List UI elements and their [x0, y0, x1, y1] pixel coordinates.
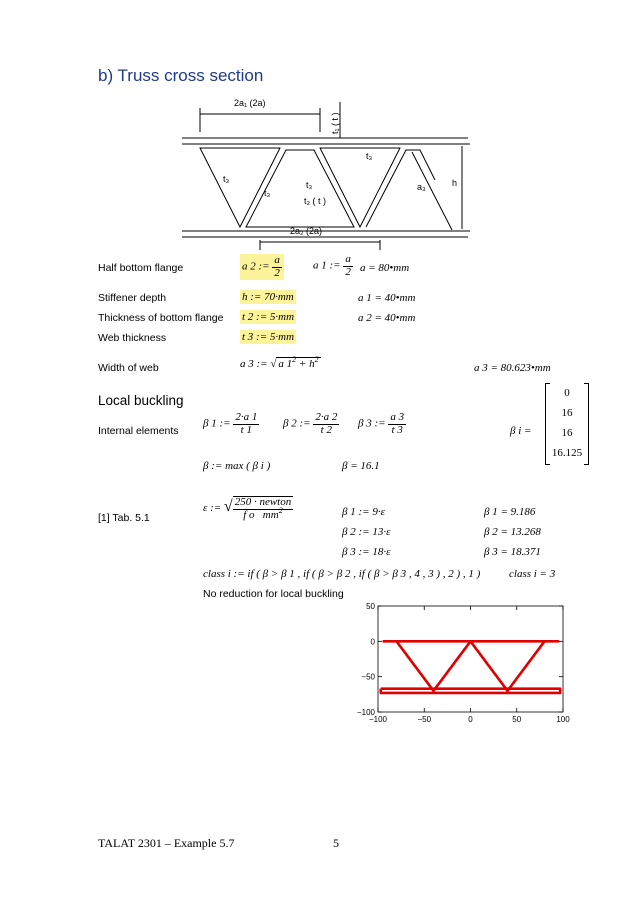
plot-frame	[378, 606, 563, 712]
result-beta1-limit: β 1 = 9.186	[484, 506, 536, 518]
result-a: a = 80•mm	[360, 262, 410, 274]
figure-label-t3-d: t₃	[306, 180, 313, 190]
label-tab-5-1: [1] Tab. 5.1	[98, 512, 150, 524]
def-a1: a 1 := $\frac{a}{2}$	[313, 253, 351, 278]
y-tick-label: 0	[370, 637, 375, 647]
def-beta3-limit: β 3 := 18·ε	[342, 546, 391, 558]
footer-page-number: 5	[333, 836, 339, 850]
def-h: h := 70·mm	[242, 291, 294, 303]
result-a2: a 2 = 40•mm	[358, 312, 416, 324]
figure-label-a3: a₃	[417, 182, 426, 192]
def-t3: t 3 := 5·mm	[242, 331, 295, 343]
y-tick-label: 50	[366, 602, 375, 611]
label-width-of-web: Width of web	[98, 362, 159, 374]
def-beta1: β 1 := $\frac{2\cdot a 1}{t 1}$	[203, 411, 258, 436]
beta-vector-entry: 0	[564, 387, 570, 399]
label-half-bottom-flange: Half bottom flange	[98, 262, 184, 274]
beta-vector	[545, 383, 589, 465]
result-a1: a 1 = 40•mm	[358, 292, 416, 304]
beta-vector-entry: 16	[561, 427, 573, 439]
def-beta-max: β := max ( β i )	[203, 460, 271, 472]
def-beta2: β 2 := $\frac{2\cdot a 2}{t 2}$	[283, 411, 338, 436]
series-line-1	[381, 689, 560, 693]
x-tick-label: −100	[368, 715, 388, 724]
figure-label-t3-a: t₃	[223, 174, 230, 184]
label-web-thickness: Web thickness	[98, 332, 167, 344]
result-class: class i = 3	[509, 568, 556, 580]
result-beta3-limit: β 3 = 18.371	[484, 546, 541, 558]
x-tick-label: 50	[512, 715, 522, 724]
series-line-0	[383, 641, 559, 690]
label-stiffener-depth: Stiffener depth	[98, 292, 167, 304]
label-internal-elements: Internal elements	[98, 425, 179, 437]
result-beta2-limit: β 2 = 13.268	[484, 526, 541, 538]
result-a3: a 3 = 80.623•mm	[474, 362, 551, 374]
beta-vector-entry: 16.125	[551, 447, 583, 459]
label-bottom-flange-thickness: Thickness of bottom flange	[98, 312, 224, 324]
def-beta3: β 3 := $\frac{a 3}{t 3}$	[358, 411, 405, 436]
heading-local-buckling: Local buckling	[98, 393, 184, 408]
def-t2: t 2 := 5·mm	[242, 311, 295, 323]
y-tick-label: −50	[361, 672, 375, 682]
def-a2: a 2 := $\frac{a}{2}$	[240, 254, 284, 280]
x-tick-label: 100	[556, 715, 570, 724]
result-beta: β = 16.1	[342, 460, 380, 472]
note-no-reduction: No reduction for local buckling	[203, 588, 344, 600]
figure-label-t1: t₁ ( t )	[330, 112, 340, 134]
figure-label-2a1: 2a₁ (2a)	[234, 98, 266, 108]
cross-section-plot	[340, 598, 570, 728]
def-beta1-limit: β 1 := 9·ε	[342, 506, 385, 518]
truss-cross-section-figure	[180, 90, 470, 260]
beta-vector-entry: 16	[561, 407, 573, 419]
figure-label-t3-b: t₃	[264, 188, 271, 198]
def-class: class i := if ( β > β 1 , if ( β > β 2 , if ( β > β 3 , 4 , 3 ) , 2 ) , 1 )	[203, 568, 481, 580]
figure-label-t2: t₂ ( t )	[304, 196, 326, 206]
section-title: b) Truss cross section	[98, 66, 264, 85]
figure-label-h: h	[452, 178, 458, 188]
def-beta2-limit: β 2 := 13·ε	[342, 526, 391, 538]
x-tick-label: 0	[468, 715, 473, 724]
def-epsilon: ε := √ $\frac{\text{250 · newton}}{f o mm^2}$	[203, 496, 292, 521]
figure-label-t3-c: t₃	[366, 151, 373, 161]
footer-left: TALAT 2301 – Example 5.7	[98, 836, 235, 850]
def-a3: a 3 := √ a $1^2 + h^2$	[240, 355, 319, 370]
y-tick-label: −100	[356, 708, 375, 717]
x-tick-label: −50	[417, 715, 432, 724]
beta-vector-lhs: β i =	[510, 425, 532, 437]
figure-label-2a2: 2a₂ (2a)	[290, 226, 323, 236]
